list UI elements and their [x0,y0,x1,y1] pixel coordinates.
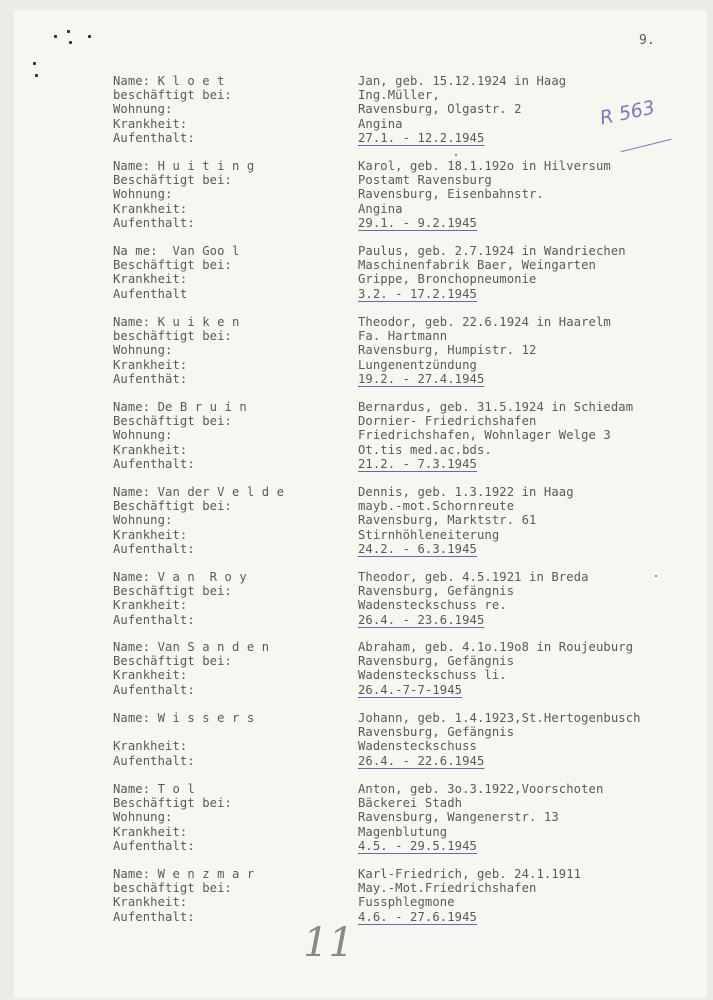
record-labels [113,315,239,386]
record-value: Karol, geb. 18.1.192o in Hilversum [358,159,611,173]
punch-mark [33,62,36,65]
stay-dates-text: 26.4.-7-7-1945 [358,682,463,697]
record-value: Lungenentzündung [358,357,477,372]
record-value: Dennis, geb. 1.3.1922 in Haag [358,485,574,499]
record-label: Krankheit: [113,201,188,216]
record-values [358,640,633,697]
record-value: Jan, geb. 15.12.1924 in Haag [358,74,567,88]
record-value: Angina [358,201,403,216]
record-label: Aufenthalt: [113,753,195,768]
record-label: Krankheit: [113,895,188,910]
record-label: Aufenthalt: [113,838,195,853]
punch-mark [54,35,57,38]
record-label: Wohnung: [113,187,173,202]
record-values [358,485,574,556]
stay-dates-text: 21.2. - 7.3.1945 [358,456,477,471]
stay-dates-text: 27.1. - 12.2.1945 [358,130,485,145]
record-label: Wohnung: [113,343,173,358]
stay-dates-text: 3.2. - 17.2.1945 [358,286,477,301]
page-number: 9. [639,33,655,48]
record-value: Ing.Müller, [358,88,440,103]
punch-mark [69,41,72,44]
stay-dates-text: 4.5. - 29.5.1945 [358,838,477,853]
handwritten-mark: 11 [303,920,354,966]
record-value: Ravensburg, Humpistr. 12 [358,343,537,358]
record-label: Name: Van S a n d e n [113,640,270,654]
record-label: Aufenthalt: [113,612,195,627]
record-label: Beschäftigt bei: [113,584,232,599]
record-value: Bernardus, geb. 31.5.1924 in Schiedam [358,400,634,414]
stay-dates [358,287,626,301]
record-label: Beschäftigt bei: [113,173,232,188]
stay-dates-text: 26.4. - 22.6.1945 [358,753,485,768]
record-value: Dornier- Friedrichshafen [358,414,537,429]
record-value: Ravensburg, Gefängnis [358,584,515,599]
punch-mark [35,74,38,77]
punch-mark [67,30,70,33]
record-values [358,315,611,386]
record-label: Krankheit: [113,272,188,287]
record-label: Aufenthalt: [113,909,195,924]
record-values [358,711,641,768]
record-label: Beschäftigt bei: [113,499,232,514]
record-label: Krankheit: [113,824,188,839]
record-label: Name: K u i k e n [113,315,240,329]
record-label: beschäftigt bei: [113,329,232,344]
record-value: Paulus, geb. 2.7.1924 in Wandriechen [358,244,626,258]
stay-dates [358,613,589,627]
record-values [358,159,611,230]
record-label: Wohnung: [113,810,173,825]
record-label: Aufenthalt: [113,541,195,556]
record-labels [113,570,247,627]
record-values [358,400,633,471]
record-label: Beschäftigt bei: [113,654,232,669]
record-value: Theodor, geb. 22.6.1924 in Haarelm [358,315,611,329]
record-value: Postamt Ravensburg [358,173,492,188]
record-labels [113,782,232,853]
stay-dates [358,683,633,697]
record-value: Wadensteckschuss li. [358,668,507,683]
record-value: Bäckerei Stadh [358,796,463,811]
record-label: Krankheit: [113,739,188,754]
record-label: Name: H u i t i n g [113,159,255,173]
record-label: Krankheit: [113,442,188,457]
record-label: Krankheit: [113,598,188,613]
record-label: Krankheit: [113,527,188,542]
record-values [358,74,566,145]
record-labels [113,159,254,230]
record-value: Ravensburg, Eisenbahnstr. [358,187,544,202]
record-label: Krankheit: [113,116,188,131]
record-labels [113,711,254,768]
record-label: Aufenthalt: [113,456,195,471]
record-value: Ravensburg, Gefängnis [358,654,515,669]
stay-dates [358,216,611,230]
record-value: Fa. Hartmann [358,329,448,344]
record-label: Aufenthät: [113,371,188,386]
record-value: Fussphlegmone [358,895,455,910]
record-value: May.-Mot.Friedrichshafen [358,881,537,896]
record-label: Beschäftigt bei: [113,414,232,429]
record-value: Ot.tis med.ac.bds. [358,442,492,457]
stay-dates-text: 19.2. - 27.4.1945 [358,371,485,386]
record-label [113,725,254,739]
record-values [358,570,589,627]
record-value: Anton, geb. 3o.3.1922,Voorschoten [358,782,604,796]
record-label: Krankheit: [113,357,188,372]
record-value: Maschinenfabrik Baer, Weingarten [358,258,596,273]
record-label: Beschäftigt bei: [113,796,232,811]
record-label: Name: De B r u i n [113,400,247,414]
record-value: Abraham, geb. 4.1o.19o8 in Roujeuburg [358,640,634,654]
record-label: Name: K l o e t [113,74,225,88]
stay-dates [358,457,633,471]
record-value: Grippe, Bronchopneumonie [358,272,537,287]
record-labels [113,485,284,556]
record-label: Wohnung: [113,513,173,528]
record-labels [113,74,232,145]
record-value: Ravensburg, Wangenerstr. 13 [358,810,559,825]
record-label: Wohnung: [113,428,173,443]
stay-dates [358,754,641,768]
record-value: Angina [358,116,403,131]
record-values [358,782,603,853]
stay-dates [358,910,581,924]
record-value: Karl-Friedrich, geb. 24.1.1911 [358,867,582,881]
record-value: Wadensteckschuss [358,739,477,754]
record-label: beschäftigt bei: [113,88,232,103]
record-label: Name: W i s s e r s [113,711,255,725]
record-label: Name: V a n R o y [113,570,247,584]
record-label: Name: W e n z m a r [113,867,255,881]
stay-dates-text: 26.4. - 23.6.1945 [358,612,485,627]
record-label: Aufenthalt [113,286,188,301]
record-value: mayb.-mot.Schornreute [358,499,515,514]
punch-mark [88,35,91,38]
record-values [358,867,581,924]
stay-dates [358,839,603,853]
record-label: Aufenthalt: [113,215,195,230]
record-value: Theodor, geb. 4.5.1921 in Breda [358,570,589,584]
record-labels [113,244,239,301]
stay-dates [358,131,566,145]
record-label: Name: Van der V e l d e [113,485,285,499]
record-value: Ravensburg, Marktstr. 61 [358,513,537,528]
record-value: Wadensteckschuss re. [358,598,507,613]
stay-dates [358,542,574,556]
record-value: Ravensburg, Olgastr. 2 [358,102,522,117]
record-labels [113,640,269,697]
record-label: Beschäftigt bei: [113,258,232,273]
ink-dot [655,575,657,577]
record-label: Na me: Van Goo l [113,244,240,258]
ink-dot [455,154,457,156]
record-labels [113,400,247,471]
record-label: Aufenthalt: [113,130,195,145]
stay-dates [358,372,611,386]
stay-dates-text: 29.1. - 9.2.1945 [358,215,477,230]
stay-dates-text: 4.6. - 27.6.1945 [358,909,477,924]
record-value: Stirnhöhleneiterung [358,527,500,542]
record-values [358,244,626,301]
record-labels [113,867,254,924]
record-value: Ravensburg, Gefängnis [358,725,515,740]
record-value: Friedrichshafen, Wohnlager Welge 3 [358,428,611,443]
record-label: Wohnung: [113,102,173,117]
record-value: Magenblutung [358,824,448,839]
record-value: Johann, geb. 1.4.1923,St.Hertogenbusch [358,711,641,725]
record-label: beschäftigt bei: [113,881,232,896]
record-label: Name: T o l [113,782,195,796]
archive-reference-handwritten: R 563 [598,96,657,130]
record-label: Krankheit: [113,668,188,683]
record-label: Aufenthalt: [113,682,195,697]
stay-dates-text: 24.2. - 6.3.1945 [358,541,477,556]
